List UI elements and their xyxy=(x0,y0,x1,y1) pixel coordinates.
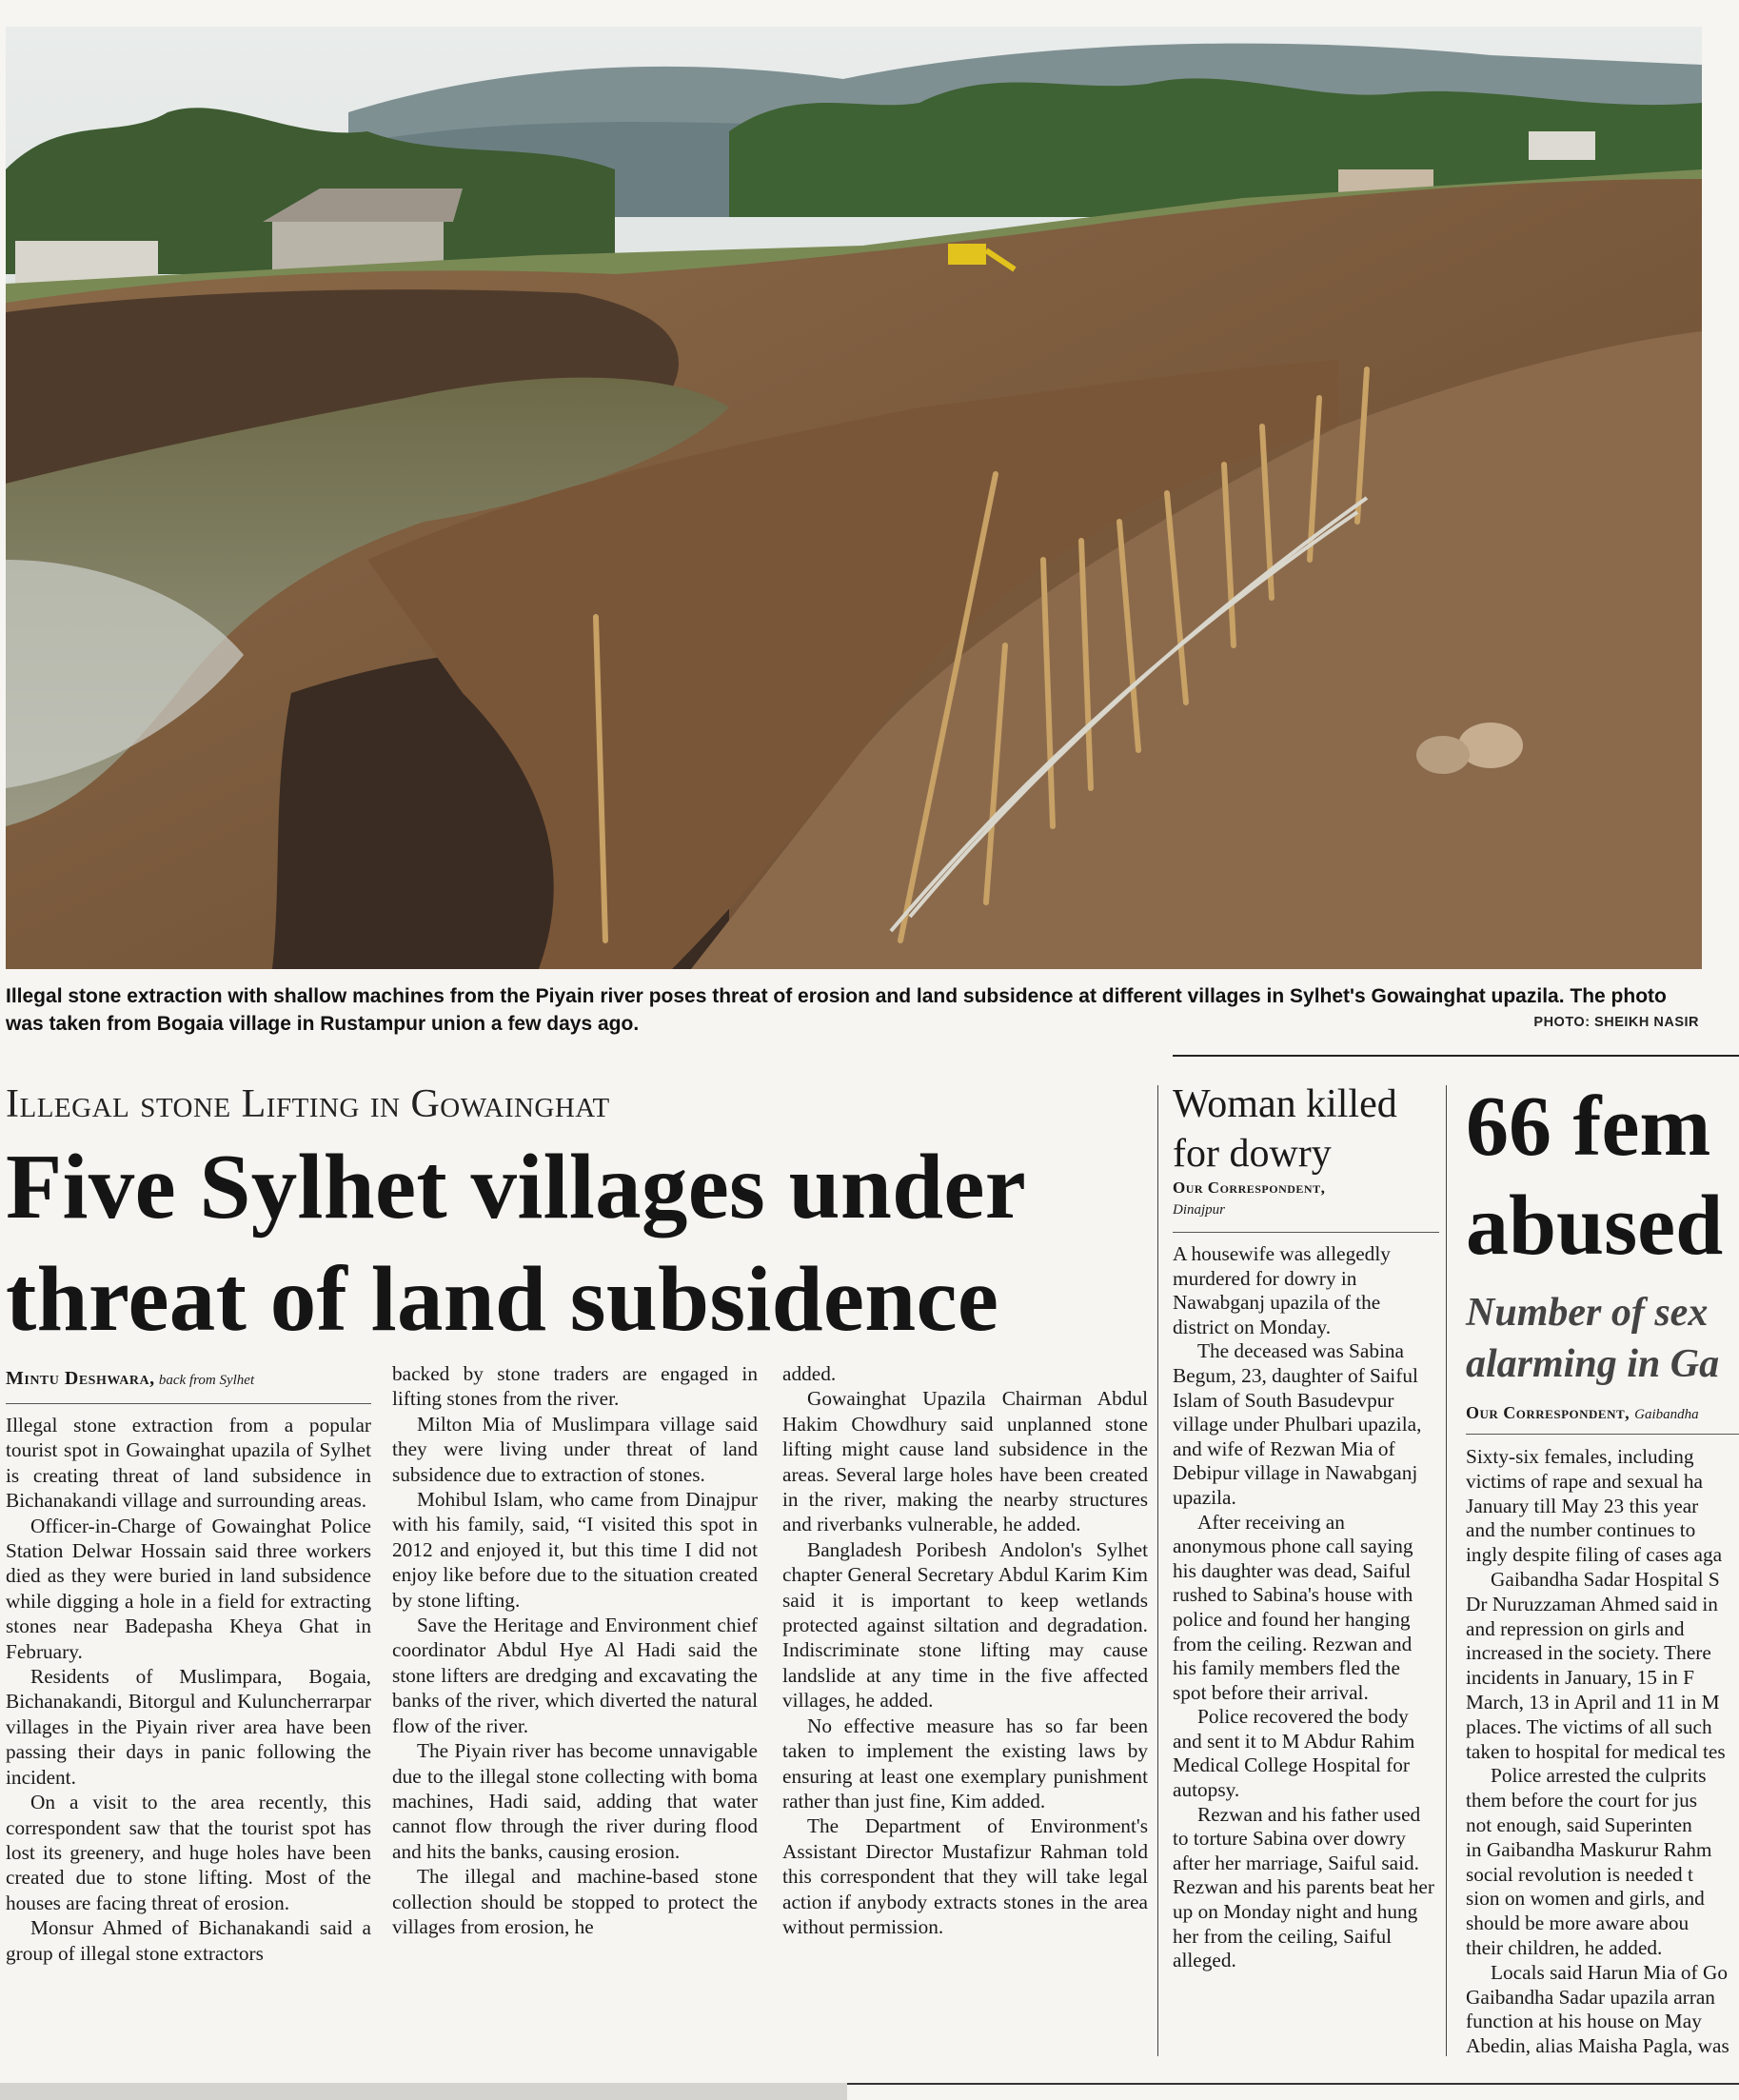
text-line: them before the court for jus xyxy=(1466,1789,1698,1813)
paragraph: added. xyxy=(782,1362,837,1385)
right-story-subhead xyxy=(1466,1287,1739,1390)
column-divider xyxy=(1157,1085,1158,2056)
paragraph: The Piyain river has become unnavigable due to the illegal stone collecting with boma machines, Hadi said, adding that water cannot flow through the river during flood and hits the banks, causing erosion. xyxy=(392,1739,758,1863)
right-story-headline xyxy=(1466,1078,1739,1276)
paragraph: Illegal stone extraction from a popular tourist spot in Gowainghat upazila of Sylhet is creating threat of land subsidence in Bichanakandi village and surrounding areas. xyxy=(6,1414,371,1513)
side-byline-rule xyxy=(1173,1232,1439,1233)
photo-caption: Illegal stone extraction with shallow machines from the Piyain river poses threat of erosion and land subsidence at different villages in Sylhet's Gowainghat upazila. The photo was taken from Bogaia village in Rustampur union a few days ago. xyxy=(6,985,1667,1035)
side-story-location: Dinajpur xyxy=(1173,1202,1226,1218)
right-byline-rule xyxy=(1466,1434,1739,1435)
story-column-1 xyxy=(6,1413,371,1966)
text-line: January till May 23 this year xyxy=(1466,1494,1699,1517)
story-kicker: Illegal stone Lifting in Gowainghat xyxy=(6,1082,610,1126)
text-line: Locals said Harun Mia of Go xyxy=(1491,1960,1728,1984)
story-headline: Five Sylhet villages under threat of land subsidence xyxy=(6,1136,1025,1350)
text-line: function at his house on May xyxy=(1466,2010,1702,2033)
text-line: social revolution is needed t xyxy=(1466,1862,1693,1886)
text-line: not enough, said Superinten xyxy=(1466,1813,1692,1836)
story-column-2 xyxy=(392,1361,758,1939)
side-story-column xyxy=(1173,1242,1437,1973)
news-photo xyxy=(6,27,1702,969)
paragraph: After receiving an anonymous phone call saying his daughter was dead, Saiful rushed to Sabina's house with police and found her hanging from the ceiling. Rezwan and his family members fled the spot before their arrival. xyxy=(1173,1510,1413,1704)
bottom-strip xyxy=(0,2083,847,2100)
right-story xyxy=(1456,1057,1739,2100)
bottom-rule xyxy=(847,2083,1739,2085)
paragraph: Rezwan and his father used to torture Sabina over dowry after her marriage, Saiful said. Rezwan and his parents beat her up on Monday night and hung her from the ceiling, Saiful alleged. xyxy=(1173,1802,1434,1972)
side-story-headline: Woman killed for dowry xyxy=(1173,1082,1397,1176)
paragraph: Monsur Ahmed of Bichanakandi said a group of illegal stone extractors xyxy=(6,1916,371,1965)
text-line: taken to hospital for medical tes xyxy=(1466,1739,1726,1763)
photo-credit: PHOTO: SHEIKH NASIR xyxy=(1533,1015,1699,1030)
text-line: incidents in January, 15 in F xyxy=(1466,1666,1694,1690)
headline-line: abused xyxy=(1466,1179,1724,1273)
text-line: Abedin, alias Maisha Pagla, was xyxy=(1466,2034,1729,2058)
paragraph: Residents of Muslimpara, Bogaia, Bichanakandi, Bitorgul and Kuluncherrarpar villages in the Piyain river area have been passing their days in panic following the incident. xyxy=(6,1665,371,1789)
text-line: ingly despite filing of cases aga xyxy=(1466,1543,1723,1567)
byline-location: Gaibandha xyxy=(1634,1407,1699,1422)
paragraph: The deceased was Sabina Begum, 23, daughter of Saiful Islam of South Basudevpur village under Phulbari upazila, and wife of Rezwan Mia of Debipur village in Nawabganj upazila. xyxy=(1173,1339,1422,1509)
right-story-column xyxy=(1466,1445,1739,2059)
text-line: their children, he added. xyxy=(1466,1935,1663,1959)
paragraph: Bangladesh Poribesh Andolon's Sylhet chapter General Secretary Abdul Karim Kim said it is important to keep wetlands protected against siltation and degradation. Indiscriminate stone lifting may cause landslide at any time in the five affected villages, he added. xyxy=(782,1537,1148,1713)
paragraph: A housewife was allegedly murdered for dowry in Nawabganj upazila of the district on Monday. xyxy=(1173,1242,1391,1338)
story-column-3 xyxy=(782,1361,1148,1939)
text-line: March, 13 in April and 11 in M xyxy=(1466,1690,1720,1714)
byline-name: Mintu Deshwara, xyxy=(6,1368,155,1389)
text-line: victims of rape and sexual ha xyxy=(1466,1469,1703,1493)
text-line: should be more aware abou xyxy=(1466,1912,1690,1935)
byline-rule xyxy=(6,1403,371,1404)
paragraph: No effective measure has so far been taken to implement the existing laws by ensuring at least one exemplary punishment rather than just fine, Kim added. xyxy=(782,1714,1148,1813)
text-line: places. The victims of all such xyxy=(1466,1714,1712,1738)
paragraph: The Department of Environment's Assistant Director Mustafizur Rahman told this correspondent that they will take legal action if anybody extracts stones in the area without permission. xyxy=(782,1814,1148,1938)
text-line: Gaibandha Sadar upazila arran xyxy=(1466,1985,1715,2009)
byline-location: back from Sylhet xyxy=(158,1373,255,1388)
text-line: sion on women and girls, and xyxy=(1466,1887,1705,1911)
paragraph: backed by stone traders are engaged in lifting stones from the river. xyxy=(392,1362,758,1411)
right-story-byline xyxy=(1466,1403,1699,1423)
headline-line: 66 fem xyxy=(1466,1080,1711,1174)
text-line: and repression on girls and xyxy=(1466,1616,1685,1640)
paragraph: Milton Mia of Muslimpara village said they were living under threat of land subsidence due to extraction of stones. xyxy=(392,1412,758,1486)
paragraph: On a visit to the area recently, this correspondent saw that the tourist spot has lost its greenery, and huge holes have been created due to stone lifting. Most of the houses are facing threat of erosion. xyxy=(6,1791,371,1914)
paragraph: The illegal and machine-based stone collection should be stopped to protect the villages from erosion, he xyxy=(392,1865,758,1938)
photo-stone-extraction-image xyxy=(6,27,1702,969)
text-line: Gaibandha Sadar Hospital S xyxy=(1491,1567,1720,1591)
subhead-line: Number of sex xyxy=(1466,1291,1709,1335)
paragraph: Mohibul Islam, who came from Dinajpur with his family, said, “I visited this spot in 2012 and enjoyed it, but this time I did not enjoy like before due to the situation created by stone lifting. xyxy=(392,1488,758,1612)
text-line: Police arrested the culprits xyxy=(1491,1764,1707,1788)
byline-name: Our Correspondent, xyxy=(1466,1403,1630,1422)
subhead-line: alarming in Ga xyxy=(1466,1342,1720,1386)
paragraph: Police recovered the body and sent it to M Abdur Rahim Medical College Hospital for autopsy. xyxy=(1173,1705,1415,1802)
paragraph: Officer-in-Charge of Gowainghat Police Station Delwar Hossain said three workers died as they were buried in land subsidence while digging a hole in a field for extracting stones near Badepasha Kheya Ghat in February. xyxy=(6,1514,371,1663)
text-line: Sixty-six females, including xyxy=(1466,1445,1694,1468)
text-line: increased in the society. There xyxy=(1466,1641,1711,1665)
column-divider xyxy=(1446,1085,1447,2056)
text-line: Dr Nuruzzaman Ahmed said in xyxy=(1466,1592,1718,1615)
story-byline xyxy=(6,1368,371,1390)
paragraph: Gowainghat Upazila Chairman Abdul Hakim Chowdhury said unplanned stone lifting might cause land subsidence in the areas. Several large holes have been created in the river, making the nearby structures and riverbanks vulnerable, he added. xyxy=(782,1387,1148,1536)
paragraph: Save the Heritage and Environment chief coordinator Abdul Hye Al Hadi said the stone lifters are dredging and excavating the banks of the river, which diverted the natural flow of the river. xyxy=(392,1614,758,1737)
text-line: and the number continues to xyxy=(1466,1518,1696,1542)
side-story-byline: Our Correspondent, xyxy=(1173,1179,1326,1197)
text-line: in Gaibandha Maskurur Rahm xyxy=(1466,1837,1712,1861)
